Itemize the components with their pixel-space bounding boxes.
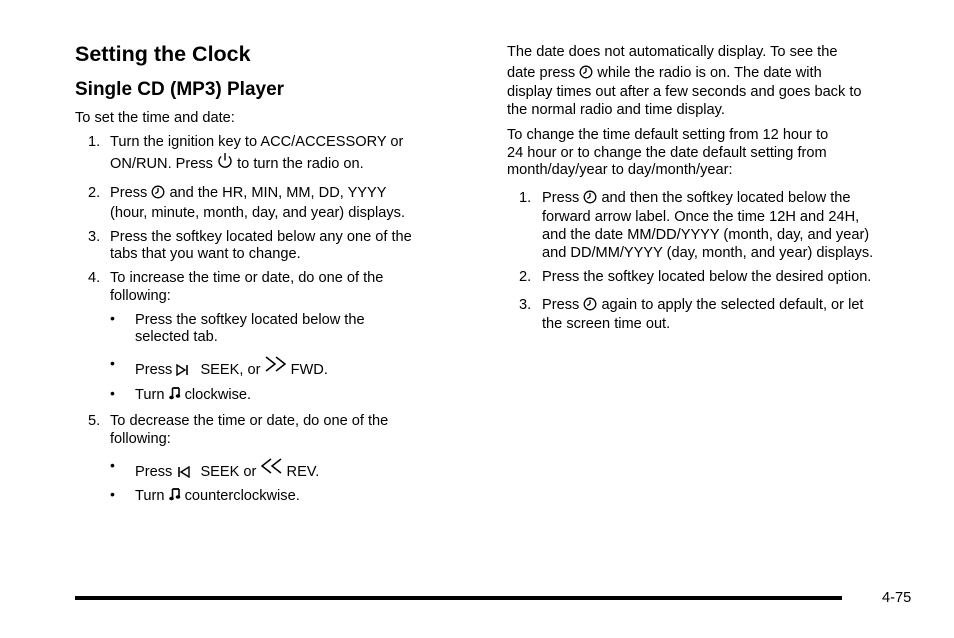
step-text: ON/RUN. Press (110, 156, 213, 172)
step-number: 2. (88, 185, 101, 201)
step-text-line (542, 189, 851, 207)
step-number: 1. (88, 134, 101, 150)
step-text: the screen time out. (542, 316, 671, 332)
bullet-text-line (135, 487, 300, 505)
page-title: Setting the Clock (75, 42, 251, 66)
step-text: following: (110, 288, 171, 304)
paragraph-text: while the radio is on. The date with (597, 65, 822, 81)
paragraph-line: 24 hour or to change the date default setting from (507, 145, 827, 161)
intro-text: To set the time and date: (75, 110, 235, 126)
step-text: To decrease the time or date, do one of the (110, 413, 389, 429)
clock-icon (583, 297, 597, 311)
power-icon (217, 152, 233, 169)
bullet-text-line (135, 356, 328, 379)
step-number: 3. (519, 297, 532, 313)
rewind-icon (260, 458, 282, 474)
tune-knob-icon (169, 487, 181, 502)
bullet: • (110, 457, 115, 473)
step-text-line (110, 152, 364, 173)
seek-prev-icon (176, 466, 190, 478)
bullet: • (110, 310, 115, 326)
bullet-text: selected tab. (135, 329, 218, 345)
bullet-text-line (135, 386, 251, 404)
bullet-text: REV. (286, 464, 320, 480)
step-number: 3. (88, 229, 101, 245)
step-text: Turn the ignition key to ACC/ACCESSORY or (110, 134, 404, 150)
step-text: Press the softkey located below any one of the (110, 229, 412, 245)
paragraph-line: the normal radio and time display. (507, 102, 725, 118)
bullet: • (110, 385, 115, 401)
step-number: 1. (519, 190, 532, 206)
clock-icon (151, 185, 165, 199)
step-number: 2. (519, 269, 532, 285)
step-text-line (110, 184, 387, 202)
bullet-text: SEEK or (200, 464, 257, 480)
bullet: • (110, 355, 115, 371)
section-subtitle: Single CD (MP3) Player (75, 79, 285, 100)
paragraph-text: date press (507, 65, 576, 81)
paragraph-line: The date does not automatically display. To see the (507, 44, 838, 60)
seek-next-icon (176, 364, 190, 376)
step-number: 5. (88, 413, 101, 429)
bullet-text: SEEK, or (200, 362, 261, 378)
step-text: and the date MM/DD/YYYY (month, day, and year) (542, 227, 870, 243)
step-text: To increase the time or date, do one of the (110, 270, 384, 286)
step-number: 4. (88, 270, 101, 286)
step-text: tabs that you want to change. (110, 246, 301, 262)
bullet-text: Press the softkey located below the (135, 312, 365, 328)
step-text: (hour, minute, month, day, and year) displays. (110, 205, 405, 221)
bullet: • (110, 486, 115, 502)
step-text: and the HR, MIN, MM, DD, YYYY (169, 185, 387, 201)
paragraph-line (507, 64, 822, 82)
bullet-text: Press (135, 362, 173, 378)
bullet-text: Turn (135, 387, 165, 403)
step-text: and then the softkey located below the (601, 190, 851, 206)
clock-icon (583, 190, 597, 204)
bullet-text: Press (135, 464, 173, 480)
paragraph-line: To change the time default setting from 12 hour to (507, 127, 829, 143)
tune-knob-icon (169, 386, 181, 401)
bullet-text: Turn (135, 488, 165, 504)
step-text: following: (110, 431, 171, 447)
paragraph-line: month/day/year to day/month/year: (507, 162, 733, 178)
bullet-text: counterclockwise. (184, 488, 300, 504)
bullet-text: FWD. (290, 362, 328, 378)
step-text: Press (542, 190, 580, 206)
paragraph-line: display times out after a few seconds and goes back to (507, 84, 862, 100)
bullet-text: clockwise. (184, 387, 252, 403)
fast-forward-icon (265, 356, 287, 372)
step-text: Press (542, 297, 580, 313)
footer-rule (75, 596, 842, 600)
step-text: to turn the radio on. (237, 156, 364, 172)
step-text: Press the softkey located below the desired option. (542, 269, 872, 285)
step-text: Press (110, 185, 148, 201)
page-number: 4-75 (882, 590, 912, 606)
step-text-line (542, 296, 864, 314)
step-text: again to apply the selected default, or let (601, 297, 864, 313)
clock-icon (579, 65, 593, 79)
step-text: forward arrow label. Once the time 12H and 24H, (542, 209, 860, 225)
bullet-text-line (135, 458, 319, 481)
step-text: and DD/MM/YYYY (day, month, and year) displays. (542, 245, 874, 261)
